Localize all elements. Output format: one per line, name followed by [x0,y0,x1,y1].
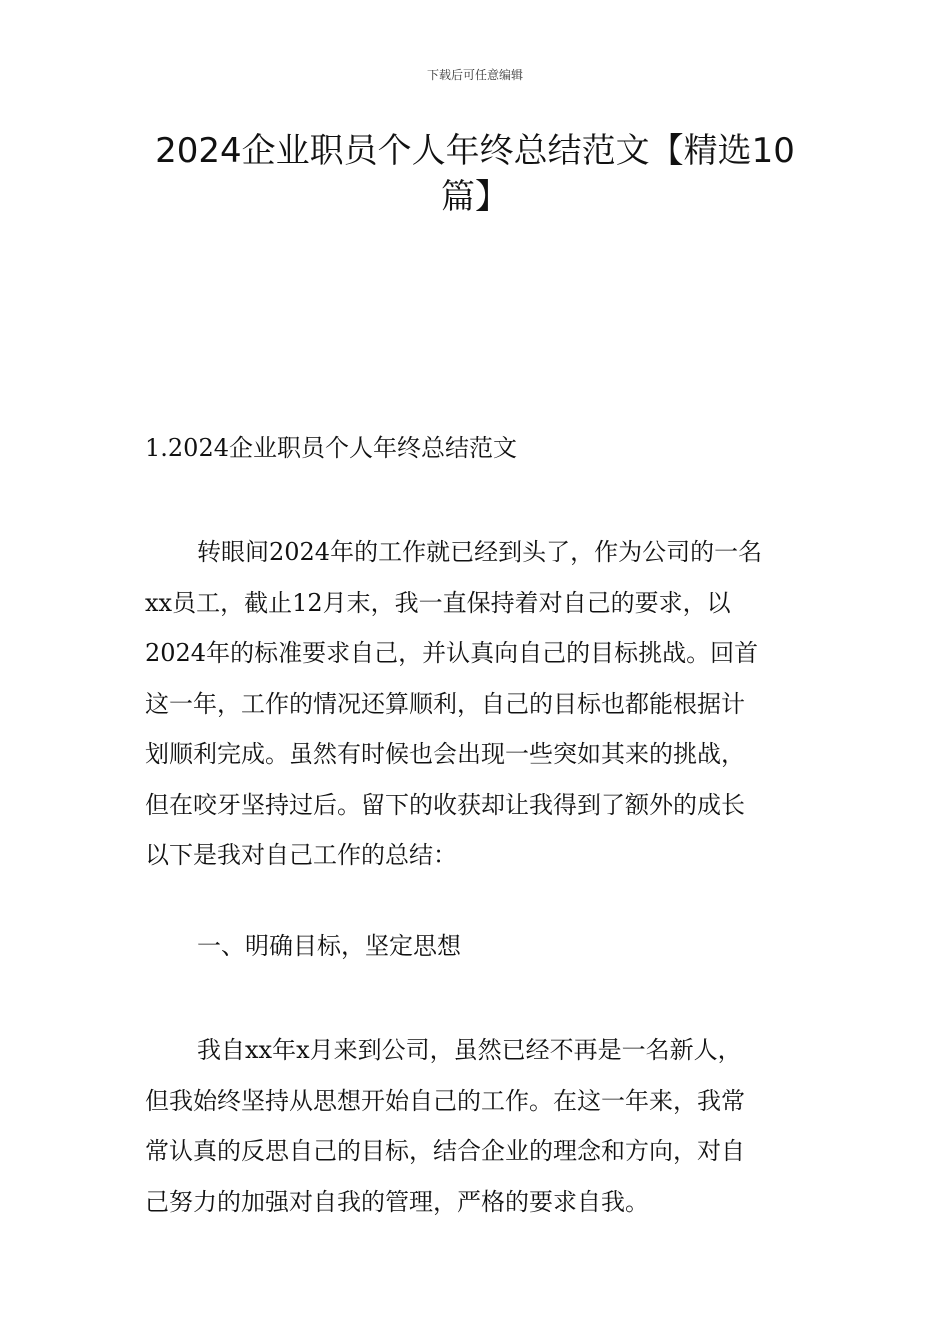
document-title-line-1: 2024企业职员个人年终总结范文【精选10 [155,131,795,171]
document-title-line-2: 篇】 [441,177,509,217]
section-heading: 1.2024企业职员个人年终总结范文 [145,434,517,462]
paragraph-line: 但我始终坚持从思想开始自己的工作。在这一年来，我常 [145,1086,745,1115]
paragraph-line: 划顺利完成。虽然有时候也会出现一些突如其来的挑战， [145,740,745,768]
paragraph-line: 以下是我对自己工作的总结： [145,841,457,869]
document-title [140,128,810,220]
paragraph-line: 转眼间2024年的工作就已经到头了，作为公司的一名 [197,538,763,566]
paragraph-line: xx员工，截止12月末，我一直保持着对自己的要求，以 [145,588,731,617]
paragraph-line: 2024年的标准要求自己，并认真向自己的目标挑战。回首 [145,639,759,667]
header-note: 下载后可任意编辑 [426,68,523,82]
paragraph-line: 但在咬牙坚持过后。留下的收获却让我得到了额外的成长 [145,790,745,819]
paragraph-line: 这一年，工作的情况还算顺利，自己的目标也都能根据计 [145,689,745,718]
paragraph-2 [145,1025,810,1227]
paragraph-line: 常认真的反思自己的目标，结合企业的理念和方向，对自 [145,1137,745,1165]
subheading-goals: 一、明确目标，坚定思想 [197,932,461,960]
paragraph-line: 我自xx年x月来到公司，虽然已经不再是一名新人， [197,1036,742,1064]
paragraph-1 [145,527,810,881]
paragraph-line: 己努力的加强对自我的管理，严格的要求自我。 [145,1187,649,1216]
